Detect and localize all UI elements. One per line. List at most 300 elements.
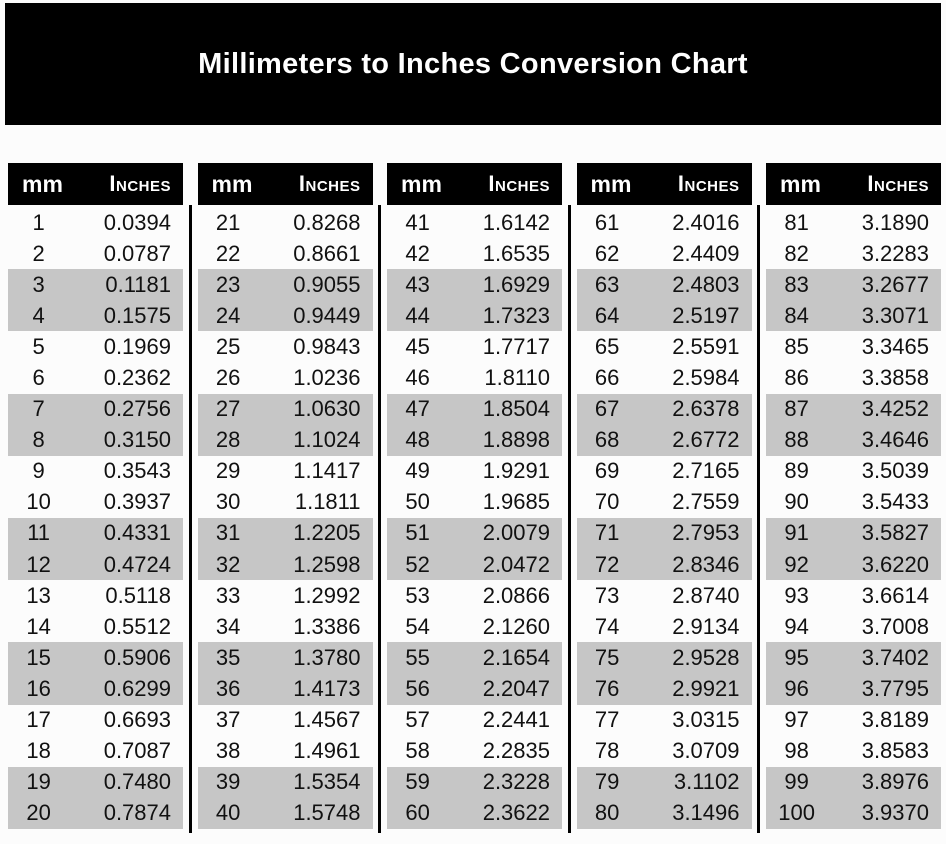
rows-container: [577, 207, 752, 829]
mm-value: 68: [594, 427, 620, 453]
inches-value: 2.7559: [672, 489, 740, 515]
inches-value: 1.6142: [482, 209, 550, 235]
mm-value: 4: [32, 302, 45, 328]
inches-value: 2.7953: [672, 520, 740, 546]
column-header: [766, 163, 941, 205]
column-header: [387, 163, 562, 205]
inches-value: 1.1024: [293, 427, 361, 453]
inches-value: 1.2598: [293, 551, 361, 577]
mm-value: 64: [594, 302, 620, 328]
inches-value: 0.9055: [293, 271, 361, 297]
mm-value: 58: [405, 738, 430, 764]
rows-container: [766, 207, 941, 829]
table-row: [8, 518, 183, 549]
table-row: [577, 394, 752, 425]
inches-value: 2.4803: [672, 271, 740, 297]
mm-header-label: mm: [401, 170, 442, 197]
mm-value: 61: [594, 209, 620, 235]
table-row: [766, 580, 941, 611]
table-row: [387, 549, 562, 580]
table-row: [766, 331, 941, 362]
conversion-table: [8, 163, 941, 833]
table-row: [577, 798, 752, 829]
table-row: [387, 425, 562, 456]
table-row: [577, 425, 752, 456]
inches-value: 1.0630: [293, 396, 361, 422]
table-row: [8, 736, 183, 767]
inches-value: 3.2283: [861, 240, 929, 266]
mm-value: 26: [215, 365, 241, 391]
inches-value: 2.3228: [482, 769, 550, 795]
table-row: [766, 238, 941, 269]
table-row: [198, 673, 373, 704]
inches-value: 3.3071: [861, 302, 929, 328]
inches-value: 0.2756: [103, 396, 171, 422]
inches-value: 3.0315: [672, 707, 740, 733]
mm-value: 71: [594, 520, 620, 546]
mm-value: 18: [26, 738, 51, 764]
inches-value: 2.5984: [672, 365, 740, 391]
table-row: [766, 207, 941, 238]
inches-value: 0.0787: [103, 240, 171, 266]
table-row: [766, 300, 941, 331]
table-row: [766, 611, 941, 642]
inches-value: 3.8976: [861, 769, 929, 795]
mm-value: 70: [594, 489, 620, 515]
table-row: [577, 611, 752, 642]
inches-value: 3.4252: [861, 396, 929, 422]
inches-value: 0.4331: [103, 520, 171, 546]
table-column-group-mm-61-80: [577, 163, 752, 829]
table-row: [8, 456, 183, 487]
inches-value: 0.5512: [103, 613, 171, 639]
inches-value: 1.4567: [293, 707, 361, 733]
mm-value: 20: [26, 800, 51, 826]
inches-value: 0.3543: [103, 458, 171, 484]
column-divider: [568, 205, 571, 833]
mm-value: 37: [215, 707, 241, 733]
inches-value: 0.4724: [103, 551, 171, 577]
mm-header-label: mm: [211, 170, 253, 197]
inches-header-label: Inches: [677, 171, 740, 196]
mm-value: 38: [215, 738, 241, 764]
mm-value: 99: [784, 769, 809, 795]
mm-value: 69: [594, 458, 620, 484]
table-row: [8, 238, 183, 269]
inches-value: 3.5827: [861, 520, 929, 546]
mm-value: 82: [784, 240, 809, 266]
mm-value: 77: [594, 707, 620, 733]
table-row: [8, 549, 183, 580]
mm-value: 30: [215, 489, 241, 515]
mm-value: 95: [784, 644, 809, 670]
inches-value: 0.3937: [103, 489, 171, 515]
inches-value: 2.3622: [482, 800, 550, 826]
column-header: [577, 163, 752, 205]
inches-value: 2.0079: [482, 520, 550, 546]
inches-value: 1.2992: [293, 582, 361, 608]
table-row: [387, 269, 562, 300]
table-row: [8, 767, 183, 798]
title-banner: [5, 3, 941, 125]
mm-value: 50: [405, 489, 430, 515]
inches-value: 1.6929: [482, 271, 550, 297]
mm-value: 72: [594, 551, 620, 577]
mm-value: 92: [784, 551, 809, 577]
table-row: [8, 269, 183, 300]
inches-value: 0.1181: [105, 271, 171, 297]
table-row: [577, 705, 752, 736]
mm-value: 91: [784, 520, 809, 546]
mm-value: 31: [215, 520, 241, 546]
mm-value: 41: [405, 209, 430, 235]
table-row: [8, 207, 183, 238]
table-row: [8, 673, 183, 704]
mm-value: 88: [784, 427, 809, 453]
column-divider: [378, 205, 381, 833]
table-row: [387, 207, 562, 238]
table-row: [766, 705, 941, 736]
inches-value: 3.2677: [861, 271, 929, 297]
table-row: [766, 549, 941, 580]
inches-header-label: Inches: [488, 171, 550, 196]
mm-value: 25: [215, 333, 241, 359]
mm-value: 9: [32, 458, 45, 484]
table-row: [766, 362, 941, 393]
inches-value: 1.8504: [482, 396, 550, 422]
inches-value: 0.5118: [105, 582, 171, 608]
mm-header-label: mm: [780, 170, 821, 197]
table-row: [198, 394, 373, 425]
table-row: [577, 456, 752, 487]
inches-value: 3.3858: [861, 365, 929, 391]
mm-value: 6: [32, 365, 45, 391]
inches-value: 3.8189: [861, 707, 929, 733]
mm-value: 67: [594, 396, 620, 422]
table-row: [387, 673, 562, 704]
inches-value: 0.8268: [293, 209, 361, 235]
inches-value: 2.1260: [482, 613, 550, 639]
table-row: [577, 736, 752, 767]
table-row: [198, 362, 373, 393]
table-row: [577, 238, 752, 269]
mm-value: 78: [594, 738, 620, 764]
mm-value: 12: [26, 551, 51, 577]
inches-value: 2.8740: [672, 582, 740, 608]
table-row: [387, 798, 562, 829]
mm-value: 83: [784, 271, 809, 297]
inches-value: 0.6299: [103, 675, 171, 701]
mm-value: 35: [215, 644, 241, 670]
inches-value: 0.5906: [103, 644, 171, 670]
inches-value: 0.3150: [103, 427, 171, 453]
mm-value: 75: [594, 644, 620, 670]
table-row: [766, 425, 941, 456]
table-row: [8, 300, 183, 331]
table-column-group-mm-81-100: [766, 163, 941, 829]
table-row: [8, 798, 183, 829]
inches-value: 2.2441: [482, 707, 550, 733]
inches-value: 0.7480: [103, 769, 171, 795]
mm-value: 55: [405, 644, 430, 670]
inches-value: 3.6614: [861, 582, 929, 608]
mm-value: 42: [405, 240, 430, 266]
mm-value: 98: [784, 738, 809, 764]
mm-value: 19: [26, 769, 51, 795]
inches-value: 3.6220: [861, 551, 929, 577]
inches-value: 2.0866: [482, 582, 550, 608]
mm-value: 32: [215, 551, 241, 577]
mm-value: 36: [215, 675, 241, 701]
inches-value: 3.7795: [861, 675, 929, 701]
inches-value: 0.8661: [293, 240, 361, 266]
table-row: [577, 580, 752, 611]
inches-value: 1.3780: [293, 644, 361, 670]
inches-value: 3.8583: [861, 738, 929, 764]
inches-value: 2.4409: [672, 240, 740, 266]
table-row: [577, 487, 752, 518]
rows-container: [387, 207, 562, 829]
mm-value: 65: [594, 333, 620, 359]
table-row: [387, 487, 562, 518]
table-row: [198, 798, 373, 829]
inches-value: 0.0394: [103, 209, 171, 235]
mm-value: 46: [405, 365, 430, 391]
mm-value: 13: [26, 582, 51, 608]
mm-value: 86: [784, 365, 809, 391]
inches-value: 0.7087: [103, 738, 171, 764]
table-row: [198, 518, 373, 549]
mm-value: 90: [784, 489, 809, 515]
inches-value: 1.1417: [293, 458, 361, 484]
inches-value: 2.9134: [672, 613, 740, 639]
inches-value: 2.0472: [482, 551, 550, 577]
mm-value: 11: [27, 520, 51, 546]
mm-value: 10: [26, 489, 51, 515]
inches-value: 2.5591: [672, 333, 740, 359]
mm-value: 74: [594, 613, 620, 639]
inches-value: 3.7402: [861, 644, 929, 670]
inches-value: 1.5748: [293, 800, 361, 826]
table-row: [577, 549, 752, 580]
inches-value: 1.9685: [482, 489, 550, 515]
table-row: [387, 518, 562, 549]
mm-value: 39: [215, 769, 241, 795]
table-row: [577, 300, 752, 331]
table-row: [766, 269, 941, 300]
inches-value: 1.6535: [482, 240, 550, 266]
table-row: [387, 362, 562, 393]
table-row: [387, 238, 562, 269]
table-row: [198, 269, 373, 300]
mm-value: 15: [26, 644, 51, 670]
mm-value: 24: [215, 302, 241, 328]
mm-value: 21: [215, 209, 241, 235]
inches-header-label: Inches: [298, 171, 361, 196]
mm-value: 5: [32, 333, 45, 359]
inches-value: 1.3386: [293, 613, 361, 639]
table-row: [387, 611, 562, 642]
mm-value: 54: [405, 613, 430, 639]
mm-value: 76: [594, 675, 620, 701]
inches-value: 0.2362: [103, 365, 171, 391]
inches-value: 0.1575: [103, 302, 171, 328]
table-row: [387, 331, 562, 362]
inches-value: 3.7008: [861, 613, 929, 639]
table-row: [387, 456, 562, 487]
mm-value: 22: [215, 240, 241, 266]
table-row: [387, 736, 562, 767]
mm-value: 51: [405, 520, 430, 546]
mm-value: 66: [594, 365, 620, 391]
table-row: [766, 394, 941, 425]
mm-value: 45: [405, 333, 430, 359]
mm-value: 87: [784, 396, 809, 422]
mm-value: 3: [32, 271, 45, 297]
mm-value: 2: [32, 240, 45, 266]
inches-value: 0.7874: [103, 800, 171, 826]
mm-value: 33: [215, 582, 241, 608]
inches-value: 0.6693: [103, 707, 171, 733]
inches-value: 1.4961: [293, 738, 361, 764]
table-row: [8, 487, 183, 518]
mm-value: 59: [405, 769, 430, 795]
inches-value: 2.6772: [672, 427, 740, 453]
table-row: [198, 580, 373, 611]
table-row: [577, 207, 752, 238]
table-row: [198, 642, 373, 673]
mm-value: 85: [784, 333, 809, 359]
column-header: [198, 163, 373, 205]
inches-value: 3.1102: [673, 769, 740, 795]
mm-value: 29: [215, 458, 241, 484]
inches-value: 1.1811: [294, 489, 361, 515]
mm-header-label: mm: [22, 170, 63, 197]
mm-value: 89: [784, 458, 809, 484]
mm-value: 40: [215, 800, 241, 826]
table-row: [577, 331, 752, 362]
table-row: [766, 518, 941, 549]
mm-value: 44: [405, 302, 430, 328]
mm-value: 47: [405, 396, 430, 422]
table-row: [577, 362, 752, 393]
inches-value: 0.9449: [293, 302, 361, 328]
table-row: [766, 642, 941, 673]
mm-header-label: mm: [590, 170, 632, 197]
inches-value: 1.8898: [482, 427, 550, 453]
table-row: [766, 673, 941, 704]
table-row: [198, 425, 373, 456]
table-row: [198, 705, 373, 736]
inches-value: 1.4173: [293, 675, 361, 701]
table-row: [8, 425, 183, 456]
mm-value: 80: [594, 800, 620, 826]
mm-value: 97: [784, 707, 809, 733]
table-row: [387, 394, 562, 425]
mm-value: 16: [26, 675, 51, 701]
table-row: [8, 331, 183, 362]
mm-value: 7: [32, 396, 45, 422]
mm-value: 81: [784, 209, 809, 235]
mm-value: 14: [26, 613, 51, 639]
inches-value: 2.6378: [672, 396, 740, 422]
column-divider: [757, 205, 760, 833]
column-header: [8, 163, 183, 205]
table-row: [8, 580, 183, 611]
mm-value: 60: [405, 800, 430, 826]
inches-value: 2.9528: [672, 644, 740, 670]
table-column-group-mm-21-40: [198, 163, 373, 829]
table-row: [8, 394, 183, 425]
table-row: [198, 300, 373, 331]
inches-value: 1.8110: [484, 365, 550, 391]
table-row: [8, 362, 183, 393]
mm-value: 79: [594, 769, 620, 795]
mm-value: 100: [778, 800, 815, 826]
inches-value: 0.1969: [103, 333, 171, 359]
inches-value: 2.2835: [482, 738, 550, 764]
table-row: [387, 580, 562, 611]
mm-value: 56: [405, 675, 430, 701]
table-row: [766, 487, 941, 518]
inches-value: 2.2047: [482, 675, 550, 701]
table-row: [198, 331, 373, 362]
table-row: [387, 767, 562, 798]
page-title: Millimeters to Inches Conversion Chart: [198, 47, 748, 80]
mm-value: 27: [215, 396, 241, 422]
inches-value: 3.5433: [861, 489, 929, 515]
inches-value: 0.9843: [293, 333, 361, 359]
mm-value: 93: [784, 582, 809, 608]
table-row: [198, 487, 373, 518]
table-row: [8, 611, 183, 642]
table-row: [198, 767, 373, 798]
table-row: [577, 767, 752, 798]
table-row: [8, 642, 183, 673]
table-row: [387, 300, 562, 331]
mm-value: 49: [405, 458, 430, 484]
table-row: [577, 269, 752, 300]
mm-value: 84: [784, 302, 809, 328]
inches-value: 3.1890: [861, 209, 929, 235]
table-row: [766, 767, 941, 798]
table-row: [766, 456, 941, 487]
table-row: [8, 705, 183, 736]
inches-value: 1.0236: [293, 365, 361, 391]
inches-value: 3.4646: [861, 427, 929, 453]
mm-value: 34: [215, 613, 241, 639]
mm-value: 1: [32, 209, 45, 235]
mm-value: 52: [405, 551, 430, 577]
table-row: [766, 798, 941, 829]
inches-value: 1.2205: [293, 520, 361, 546]
inches-value: 2.9921: [672, 675, 740, 701]
inches-value: 2.4016: [672, 209, 740, 235]
table-row: [387, 642, 562, 673]
inches-value: 2.8346: [672, 551, 740, 577]
inches-header-label: Inches: [867, 171, 929, 196]
rows-container: [8, 207, 183, 829]
inches-header-label: Inches: [109, 171, 171, 196]
inches-value: 2.7165: [672, 458, 740, 484]
column-divider: [189, 205, 192, 833]
inches-value: 1.7323: [482, 302, 550, 328]
mm-value: 94: [784, 613, 809, 639]
table-row: [198, 549, 373, 580]
inches-value: 3.9370: [861, 800, 929, 826]
inches-value: 2.5197: [672, 302, 740, 328]
table-row: [577, 673, 752, 704]
